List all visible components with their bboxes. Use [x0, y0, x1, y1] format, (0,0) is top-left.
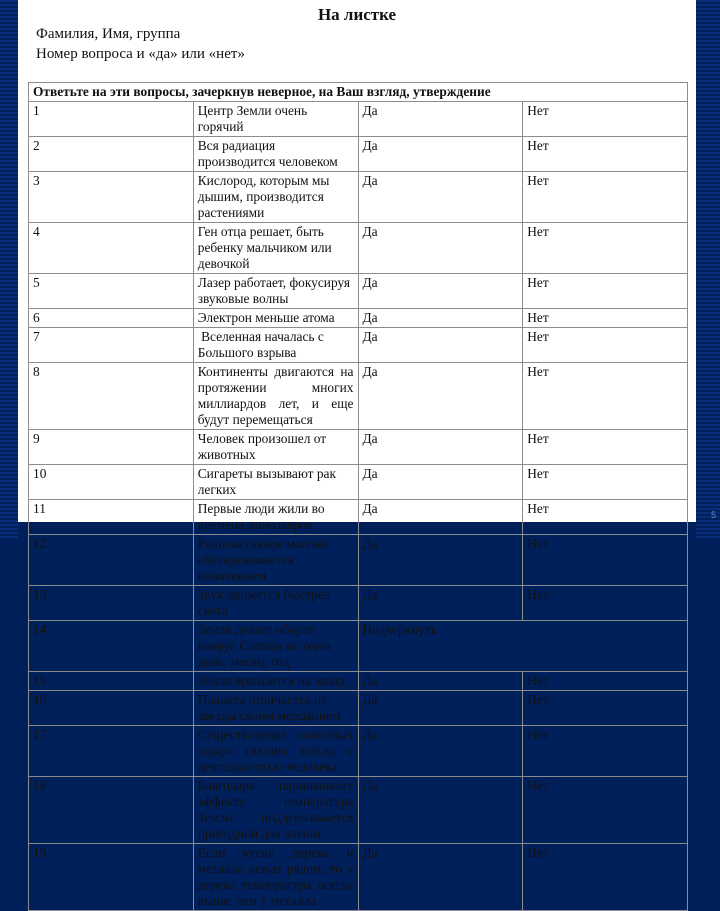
- table-row: [29, 137, 688, 172]
- question-number: 12: [29, 535, 194, 586]
- question-text: Кислород, которым мы дышим, производится растениями: [193, 172, 358, 223]
- page-title: На листке: [317, 5, 397, 24]
- answer-yes[interactable]: Да: [358, 777, 523, 844]
- answer-no[interactable]: Нет: [523, 465, 688, 500]
- slide-number: 5: [710, 510, 716, 520]
- answer-no[interactable]: Нет: [523, 691, 688, 726]
- question-number: 19: [29, 844, 194, 911]
- answer-no[interactable]: Нет: [523, 309, 688, 328]
- table-row: [29, 430, 688, 465]
- table-row: [29, 172, 688, 223]
- question-number: 16: [29, 691, 194, 726]
- answer-no[interactable]: Нет: [523, 274, 688, 309]
- answer-no[interactable]: Нет: [523, 102, 688, 137]
- answer-no[interactable]: Нет: [523, 328, 688, 363]
- question-number: 10: [29, 465, 194, 500]
- question-text: Звук движется быстрее света: [193, 586, 358, 621]
- question-number: 8: [29, 363, 194, 430]
- answer-no[interactable]: Нет: [523, 777, 688, 844]
- answer-yes[interactable]: Да: [358, 500, 523, 535]
- table-row: [29, 328, 688, 363]
- question-number: 9: [29, 430, 194, 465]
- answer-no[interactable]: Нет: [523, 672, 688, 691]
- instruction-line-1: Фамилия, Имя, группа: [36, 26, 181, 42]
- question-text: Радиоактивное молоко обезвреживается кипячением: [193, 535, 358, 586]
- table-row: [29, 500, 688, 535]
- answer-yes[interactable]: Да: [358, 328, 523, 363]
- table-row: [29, 309, 688, 328]
- table-row: [29, 586, 688, 621]
- table-row: [29, 223, 688, 274]
- table-row: [29, 726, 688, 777]
- answer-no[interactable]: Нет: [523, 137, 688, 172]
- table-row: [29, 621, 688, 672]
- question-number: 6: [29, 309, 194, 328]
- question-text: Континенты двигаются на протяжении многих миллиардов лет, и еще будут перемещаться: [193, 363, 358, 430]
- answer-no[interactable]: Нет: [523, 586, 688, 621]
- table-row: [29, 777, 688, 844]
- answer-no[interactable]: Нет: [523, 363, 688, 430]
- question-number: 7: [29, 328, 194, 363]
- question-text: Центр Земли очень горячий: [193, 102, 358, 137]
- table-row: [29, 465, 688, 500]
- question-text: Лазер работает, фокусируя звуковые волны: [193, 274, 358, 309]
- question-text: Человек произошел от животных: [193, 430, 358, 465]
- question-text: Существование озоновых «дыр» связано только с деятельностью человека: [193, 726, 358, 777]
- question-text: Если куски дерева и металла лежат рядом, то у дерева температура всегда выше, чем у металла: [193, 844, 358, 911]
- table-header-row: [29, 83, 688, 102]
- question-text: Электрон меньше атома: [193, 309, 358, 328]
- question-text: Земля делает оборот вокруг Солнца за: один день, месяц, год: [193, 621, 358, 672]
- table-row: [29, 363, 688, 430]
- question-text: Сигареты вызывают рак легких: [193, 465, 358, 500]
- answer-yes[interactable]: Да: [358, 465, 523, 500]
- question-number: 5: [29, 274, 194, 309]
- answer-yes[interactable]: Да: [358, 672, 523, 691]
- question-number: 1: [29, 102, 194, 137]
- question-text: Благодаря парниковому эффекту температура Земли поддерживается пригодной для жизни: [193, 777, 358, 844]
- answer-yes[interactable]: Да: [358, 102, 523, 137]
- answer-no[interactable]: Нет: [523, 844, 688, 911]
- answer-yes[interactable]: Да: [358, 137, 523, 172]
- question-number: 13: [29, 586, 194, 621]
- question-number: 14: [29, 621, 194, 672]
- table-row: [29, 274, 688, 309]
- answer-yes[interactable]: Да: [358, 172, 523, 223]
- question-number: 11: [29, 500, 194, 535]
- left-decorative-stripe: [0, 0, 18, 540]
- answer-yes[interactable]: Да: [358, 430, 523, 465]
- table-row: [29, 102, 688, 137]
- table-row: [29, 672, 688, 691]
- right-decorative-stripe: [696, 0, 720, 540]
- question-number: 17: [29, 726, 194, 777]
- table-row: [29, 844, 688, 911]
- question-text: Вселенная началась с Большого взрыва: [193, 328, 358, 363]
- answer-no[interactable]: Нет: [523, 223, 688, 274]
- answer-yes[interactable]: Да: [358, 726, 523, 777]
- answer-yes[interactable]: Да: [358, 274, 523, 309]
- question-number: 3: [29, 172, 194, 223]
- answer-yes[interactable]: Да: [358, 691, 523, 726]
- answer-no[interactable]: Нет: [523, 500, 688, 535]
- answer-no[interactable]: Нет: [523, 172, 688, 223]
- question-number: 18: [29, 777, 194, 844]
- answer-yes[interactable]: Да: [358, 535, 523, 586]
- table-row: [29, 691, 688, 726]
- table-header-cell: Ответьте на эти вопросы, зачеркнув неверное, на Ваш взгляд, утверждение: [29, 83, 688, 102]
- question-text: Земля вращается на запад: [193, 672, 358, 691]
- answer-no[interactable]: Нет: [523, 535, 688, 586]
- answer-no[interactable]: Нет: [523, 726, 688, 777]
- question-number: 2: [29, 137, 194, 172]
- answer-underline-instruction: Подчеркнуть: [358, 621, 688, 672]
- answer-yes[interactable]: Да: [358, 844, 523, 911]
- document-sheet: [18, 0, 696, 908]
- answer-yes[interactable]: Да: [358, 586, 523, 621]
- answer-no[interactable]: Нет: [523, 430, 688, 465]
- question-text: Вся радиация производится человеком: [193, 137, 358, 172]
- question-text: Планета отличается от звезды своим мерцанием: [193, 691, 358, 726]
- question-number: 4: [29, 223, 194, 274]
- instruction-line-2: Номер вопроса и «да» или «нет»: [36, 46, 245, 62]
- question-text: Ген отца решает, быть ребенку мальчиком или девочкой: [193, 223, 358, 274]
- answer-yes[interactable]: Да: [358, 309, 523, 328]
- questions-table: [28, 82, 688, 911]
- table-row: [29, 535, 688, 586]
- answer-yes[interactable]: Да: [358, 363, 523, 430]
- question-text: Первые люди жили во времена динозавров: [193, 500, 358, 535]
- answer-yes[interactable]: Да: [358, 223, 523, 274]
- question-number: 15: [29, 672, 194, 691]
